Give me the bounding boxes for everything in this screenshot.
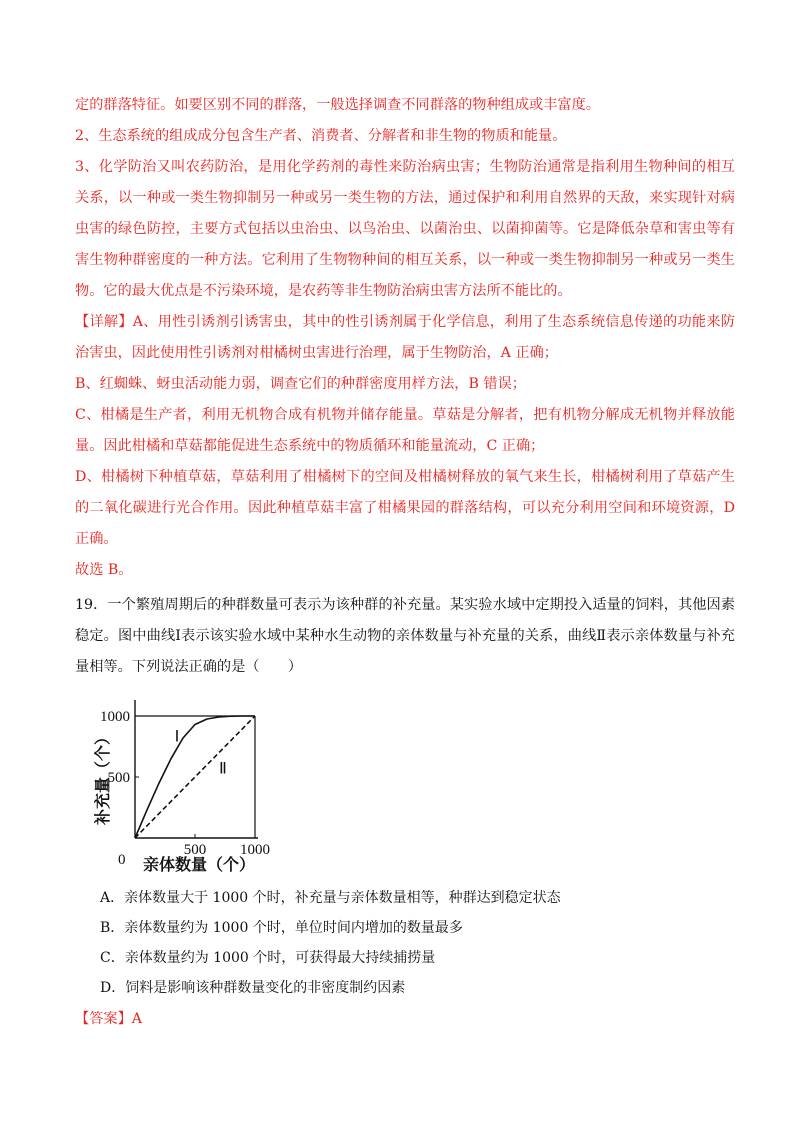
x-tick-label: 500 — [183, 842, 207, 858]
option-b: B．亲体数量约为 1000 个时，单位时间内增加的数量最多 — [100, 920, 463, 936]
analysis-point-3: 3、化学防治又叫农药防治，是用化学药剂的毒性来防治病虫害；生物防治通常是指利用生物种间的相互关系，以一种或一类生物抑制另一种或另一类生物的方法，通过保护和利用自然界的天敌，来实现针对病虫害的绿色防控，主要方式包括以虫治虫、以鸟治虫、以菌治虫、以菌抑菌等。它是降低杂草和害虫等有害生物种群密度的一种方法。它利用了生物物种间的相互关系，以一种或一类生物抑制另一种或另一类生物。它的最大优点是不污染环境，是农药等非生物防治病虫害方法所不能比的。 — [75, 159, 735, 299]
recruitment-graph — [88, 688, 298, 873]
analysis-line-1: 定的群落特征。如要区别不同的群落，一般选择调查不同群落的物种组成或丰富度。 — [75, 97, 600, 113]
origin-label: 0 — [118, 852, 126, 868]
y-tick-label: 500 — [107, 770, 130, 786]
detail-option-a — [75, 307, 735, 369]
x-axis-label: 亲体数量（个） — [143, 857, 256, 873]
y-axis-label: 补充量（个） — [95, 728, 112, 826]
answer-line — [75, 1008, 142, 1030]
y-tick-label: 1000 — [100, 709, 130, 725]
answer-tag: 【答案】 — [75, 1011, 132, 1027]
tick-labels — [100, 709, 270, 858]
option-d: D．饲料是影响该种群数量变化的非密度制约因素 — [100, 980, 406, 996]
answer-value: A — [131, 1011, 143, 1027]
line-II-label: Ⅱ — [219, 760, 227, 778]
option-a: A．亲体数量大于 1000 个时，补充量与亲体数量相等，种群达到稳定状态 — [100, 890, 561, 906]
question-stem: 19．一个繁殖周期后的种群数量可表示为该种群的补充量。某实验水域中定期投入适量的饲料，其他因素稳定。图中曲线Ⅰ表示该实验水域中某种水生动物的亲体数量与补充量的关系，曲线Ⅱ表示亲体数量与补充量相等。下列说法正确的是（ ） — [75, 597, 735, 675]
detail-option-b: B、红蜘蛛、蚜虫活动能力弱，调查它们的种群密度用样方法，B 错误； — [75, 376, 526, 392]
detail-option-c: C、柑橘是生产者，利用无机物合成有机物并储存能量。草菇是分解者，把有机物分解成无机物并释放能量。因此柑橘和草菇都能促进生态系统中的物质循环和能量流动，C 正确； — [75, 407, 735, 454]
line-II — [135, 716, 255, 838]
detail-a-text: A、用性引诱剂引诱害虫，其中的性引诱剂属于化学信息，利用了生态系统信息传递的功能来防治害虫，因此使用性引诱剂对柑橘树虫害进行治理，属于生物防治，A 正确； — [75, 314, 735, 361]
curve-I-label: Ⅰ — [174, 728, 180, 746]
detail-conclusion: 故选 B。 — [75, 562, 133, 578]
data-series — [135, 716, 255, 838]
option-c: C．亲体数量约为 1000 个时，可获得最大持续捕捞量 — [100, 950, 436, 966]
analysis-point-2: 2、生态系统的组成成分包含生产者、消费者、分解者和非生物的物质和能量。 — [75, 128, 567, 144]
x-tick-label: 1000 — [240, 842, 270, 858]
detail-option-d: D、柑橘树下种植草菇，草菇利用了柑橘树下的空间及柑橘树释放的氧气来生长，柑橘树利用了草菇产生的二氧化碳进行光合作用。因此种植草菇丰富了柑橘果园的群落结构，可以充分利用空间和环境资源，D 正确。 — [75, 469, 735, 547]
detail-tag: 【详解】 — [75, 314, 133, 330]
